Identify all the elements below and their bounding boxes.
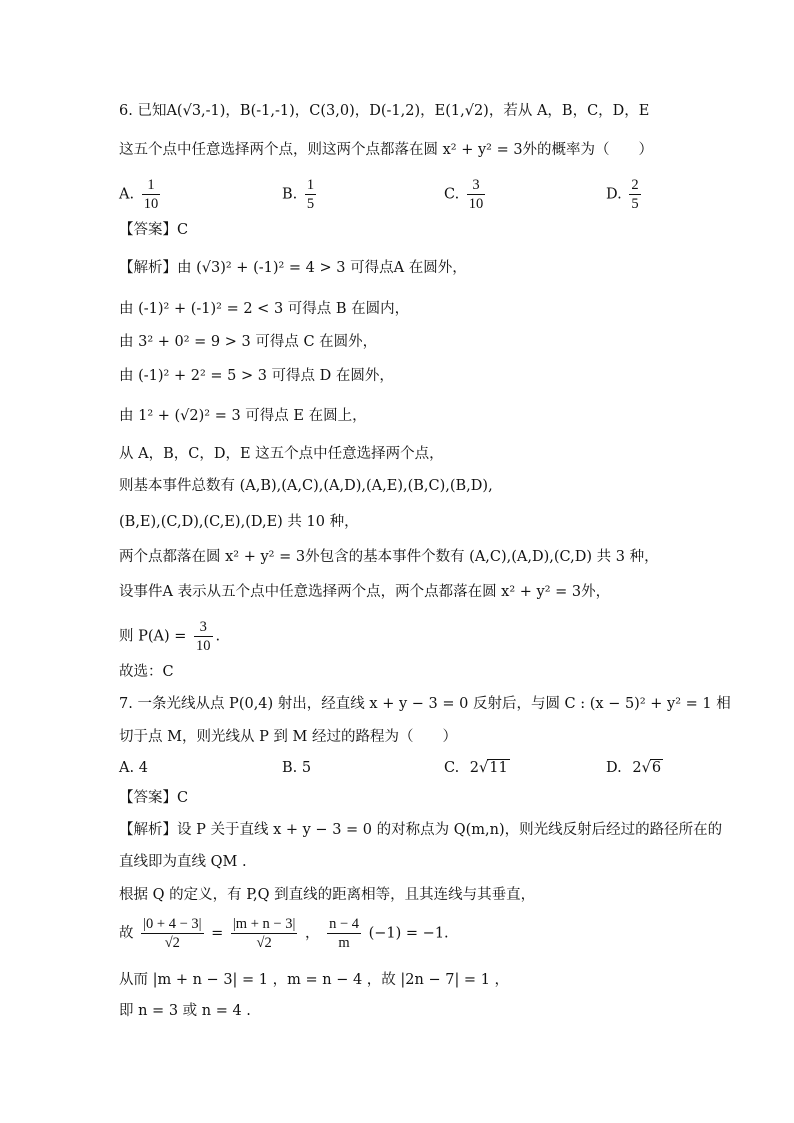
q6-option-d-fraction: $\frac{2}{5}$: [631, 177, 639, 212]
q7-number: 7.: [119, 696, 133, 712]
answer-value: C: [177, 222, 189, 238]
q7-option-c: C. 2√11: [444, 760, 508, 776]
analysis-tag: 【解析】: [119, 822, 177, 838]
q6-option-a: A. $\frac{1}{10}$: [119, 177, 159, 212]
q7-analysis-line6: 即 n = 3 或 n = 4 .: [119, 1003, 251, 1019]
q6-option-b-fraction: $\frac{1}{5}$: [306, 177, 315, 212]
q7-fraction-line: 故 $\frac{|0 + 4 - 3|}{√2}$ = $\frac{|m + n - 3|}{√2}$ ， $\frac{n - 4}{m}$ (−1) = −1.: [119, 916, 449, 951]
q6-option-c: C. $\frac{3}{10}$: [444, 177, 484, 212]
q7-analysis-line3: 根据 Q 的定义，有 P,Q 到直线的距离相等，且其连线与其垂直，: [119, 887, 536, 903]
q6-analysis-line4: 由 (-1)² + 2² = 5 > 3 可得点 D 在圆外，: [119, 368, 394, 384]
q6-option-c-fraction: $\frac{3}{10}$: [468, 177, 484, 212]
q7-stem-a: 一条光线从点 P(0,4) 射出，经直线 x + y − 3 = 0 反射后，与圆 C : (x − 5)² + y² = 1 相: [137, 696, 731, 712]
q7-fraction-3: $\frac{n - 4}{m}$: [329, 916, 360, 951]
q6-stem-line1: [119, 101, 649, 121]
answer-tag: 【答案】: [119, 222, 177, 238]
q7-answer: [119, 788, 188, 808]
q6-option-b: B. $\frac{1}{5}$: [282, 177, 315, 212]
q7-fraction-2: $\frac{|m + n - 3|}{√2}$: [232, 916, 296, 951]
q6-analysis-line3: 由 3² + 0² = 9 > 3 可得点 C 在圆外，: [119, 334, 378, 350]
q6-option-d: D. $\frac{2}{5}$: [606, 177, 639, 212]
q6-probability-line: 则 P(A) = $\frac{3}{10}$ .: [119, 619, 221, 654]
q6-stem-a: 已知A(√3,-1)，B(-1,-1)，C(3,0)，D(-1,2)，E(1,√2)，若从 A，B，C，D，E: [137, 103, 650, 119]
q6-number: 6.: [119, 103, 133, 119]
analysis-tag: 【解析】: [119, 260, 177, 276]
q6-analysis-line9: 两个点都落在圆 x² + y² = 3外包含的基本事件个数有 (A,C),(A,D),(C,D) 共 3 种，: [119, 549, 659, 565]
q6-analysis-line2: 由 (-1)² + (-1)² = 2 < 3 可得点 B 在圆内，: [119, 301, 410, 317]
q7-analysis-line5: 从而 |m + n − 3| = 1 ，m = n − 4 ，故 |2n − 7| = 1 ，: [119, 972, 510, 988]
q6-analysis-line10: 设事件A 表示从五个点中任意选择两个点，两个点都落在圆 x² + y² = 3外，: [119, 584, 611, 600]
q7-stem-line2: 切于点 M，则光线从 P 到 M 经过的路程为（ ）: [119, 729, 457, 745]
q7-analysis-line2: 直线即为直线 QM .: [119, 854, 247, 870]
q6-analysis-line5: 由 1² + (√2)² = 3 可得点 E 在圆上，: [119, 408, 367, 424]
q7-option-b: B. 5: [282, 760, 312, 776]
q6-analysis-line7: 则基本事件总数有 (A,B),(A,C),(A,D),(A,E),(B,C),(B,D),: [119, 478, 493, 494]
q6-answer: [119, 220, 188, 240]
q7-fraction-1: $\frac{|0 + 4 - 3|}{√2}$: [143, 916, 202, 951]
q7-stem-line1: [119, 694, 731, 714]
q7-option-a: A. 4: [119, 760, 148, 776]
q6-stem-line2: 这五个点中任意选择两个点，则这两个点都落在圆 x² + y² = 3外的概率为（ ）: [119, 142, 654, 158]
q7-option-d: D. 2√6: [606, 760, 662, 776]
q6-option-a-fraction: $\frac{1}{10}$: [143, 177, 159, 212]
q6-analysis-line8: (B,E),(C,D),(C,E),(D,E) 共 10 种，: [119, 514, 359, 530]
q7-analysis-line1: 【解析】设 P 关于直线 x + y − 3 = 0 的对称点为 Q(m,n)，则光线反射后经过的路径所在的: [119, 822, 723, 838]
answer-value: C: [177, 790, 189, 806]
answer-tag: 【答案】: [119, 790, 177, 806]
q6-conclusion: 故选：C: [119, 664, 174, 680]
q6-analysis-line6: 从 A，B，C，D，E 这五个点中任意选择两个点，: [119, 446, 444, 462]
q6-probability-fraction: $\frac{3}{10}$: [196, 619, 211, 654]
q6-analysis-line1: 【解析】由 (√3)² + (-1)² = 4 > 3 可得点A 在圆外，: [119, 260, 467, 276]
